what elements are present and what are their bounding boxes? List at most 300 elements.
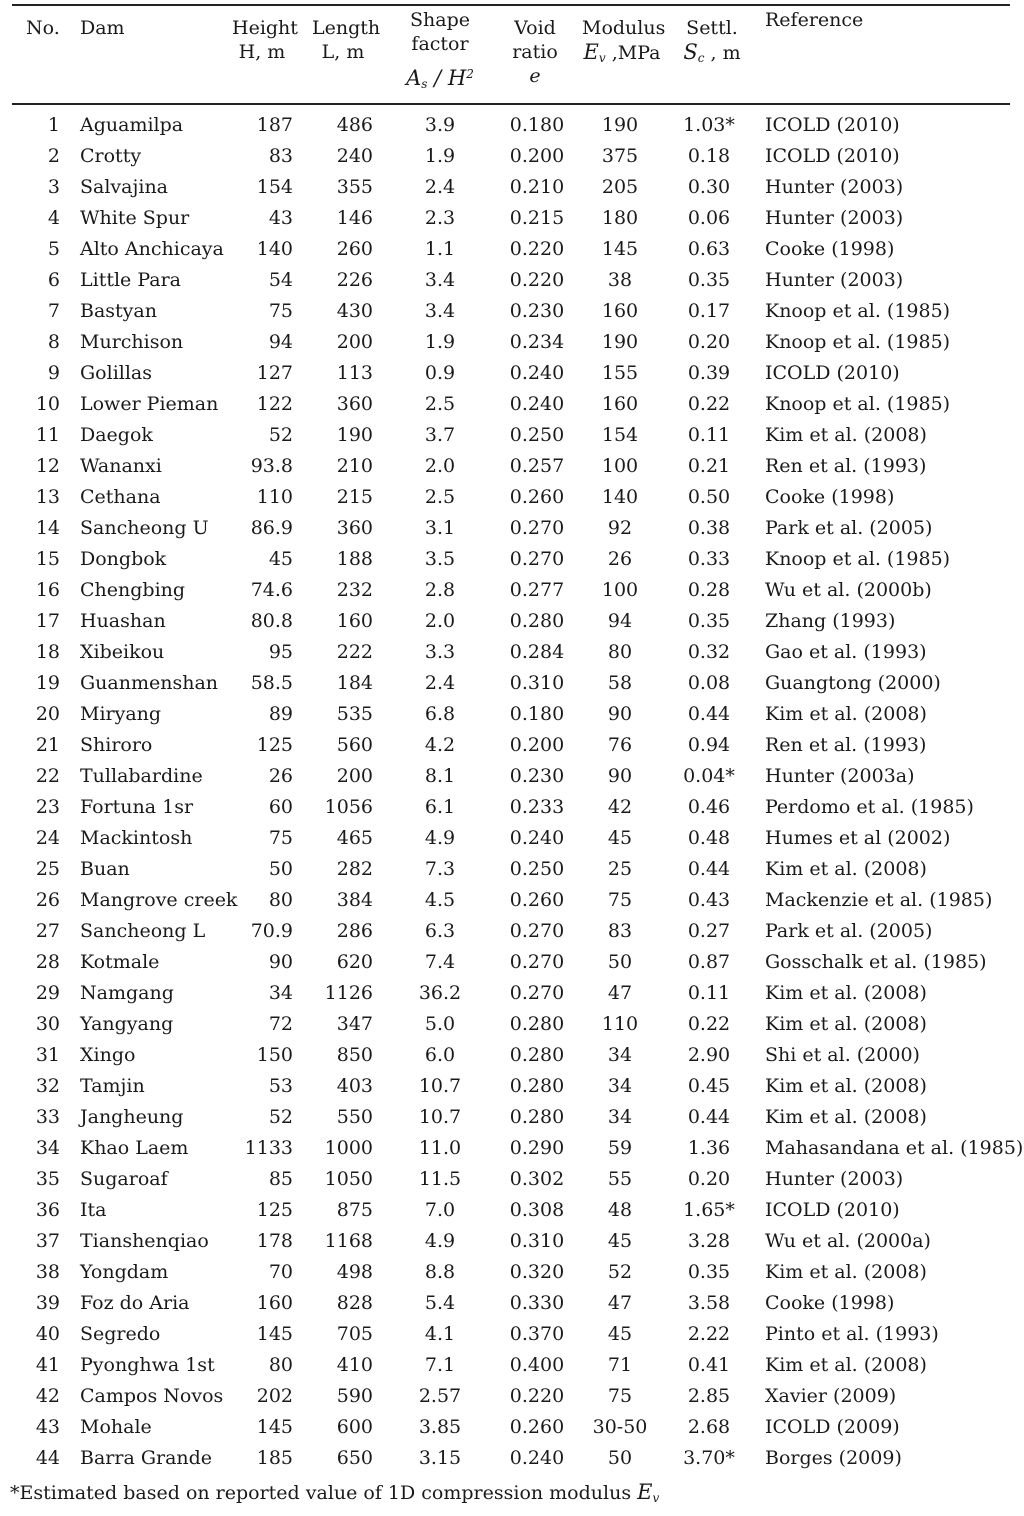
settlement-value: 0.63 (687, 238, 731, 260)
reference-value: Kim et al. (2008) (765, 1013, 927, 1035)
header-bottom-rule (12, 103, 1010, 105)
modulus-value: 50 (607, 1447, 633, 1469)
dam-number: 1 (47, 114, 60, 136)
dam-name: Yongdam (80, 1261, 169, 1283)
height-value: 26 (268, 765, 293, 787)
height-value: 58.5 (250, 672, 293, 694)
height-value: 85 (268, 1168, 293, 1190)
header-reference: Reference (765, 9, 864, 31)
height-value: 43 (268, 207, 293, 229)
dam-name: Xibeikou (80, 641, 165, 663)
dam-name: Sugaroaf (80, 1168, 168, 1190)
modulus-value: 100 (601, 455, 639, 477)
modulus-value: 110 (601, 1013, 639, 1035)
dam-number: 12 (35, 455, 60, 477)
height-value: 89 (268, 703, 293, 725)
void-ratio-value: 0.240 (509, 393, 565, 415)
settlement-value: 0.45 (687, 1075, 731, 1097)
void-ratio-value: 0.270 (509, 548, 565, 570)
shape-factor-value: 3.15 (418, 1447, 462, 1469)
table-row (0, 513, 1024, 544)
dam-name: Chengbing (80, 579, 186, 601)
height-value: 54 (268, 269, 293, 291)
table-row (0, 234, 1024, 265)
shape-factor-value: 2.0 (424, 610, 456, 632)
table-row (0, 265, 1024, 296)
table-row (0, 823, 1024, 854)
height-value: 80 (268, 1354, 293, 1376)
settlement-value: 0.44 (687, 1106, 731, 1128)
void-ratio-value: 0.220 (509, 1385, 565, 1407)
height-value: 52 (268, 1106, 293, 1128)
length-value: 200 (336, 331, 373, 353)
shape-factor-value: 1.9 (424, 145, 456, 167)
dam-number: 27 (35, 920, 60, 942)
dam-number: 21 (35, 734, 60, 756)
dam-number: 41 (35, 1354, 60, 1376)
dam-name: Foz do Aria (80, 1292, 190, 1314)
reference-value: Gosschalk et al. (1985) (765, 951, 987, 973)
dam-number: 11 (35, 424, 60, 446)
length-value: 215 (336, 486, 373, 508)
height-value: 75 (268, 300, 293, 322)
length-value: 355 (336, 176, 373, 198)
reference-value: Humes et al (2002) (765, 827, 951, 849)
void-ratio-value: 0.280 (509, 1013, 565, 1035)
settlement-value: 0.04* (683, 765, 735, 787)
length-value: 498 (336, 1261, 373, 1283)
settlement-value: 3.58 (687, 1292, 731, 1314)
modulus-value: 26 (607, 548, 633, 570)
height-value: 202 (256, 1385, 293, 1407)
void-ratio-value: 0.270 (509, 920, 565, 942)
dam-name: Miryang (80, 703, 162, 725)
length-value: 260 (336, 238, 373, 260)
reference-value: Zhang (1993) (765, 610, 896, 632)
modulus-value: 38 (607, 269, 633, 291)
reference-value: Kim et al. (2008) (765, 1354, 927, 1376)
settlement-value: 3.70* (683, 1447, 735, 1469)
void-ratio-value: 0.200 (509, 734, 565, 756)
reference-value: Wu et al. (2000b) (765, 579, 932, 601)
modulus-value: 34 (607, 1106, 633, 1128)
dam-name: Shiroro (80, 734, 153, 756)
dam-name: Aguamilpa (80, 114, 184, 136)
reference-value: Kim et al. (2008) (765, 424, 927, 446)
table-row (0, 451, 1024, 482)
dam-name: Murchison (80, 331, 184, 353)
height-value: 70.9 (250, 920, 293, 942)
header-modulus-unit: $E_v$ ,MPa (583, 40, 661, 65)
dam-name: Golillas (80, 362, 153, 384)
dam-name: Daegok (80, 424, 153, 446)
length-value: 705 (336, 1323, 373, 1345)
reference-value: ICOLD (2010) (765, 362, 900, 384)
dam-number: 23 (35, 796, 60, 818)
modulus-value: 58 (607, 672, 633, 694)
shape-factor-value: 7.4 (424, 951, 456, 973)
table-row (0, 699, 1024, 730)
shape-factor-value: 8.1 (424, 765, 456, 787)
settlement-value: 1.65* (683, 1199, 735, 1221)
modulus-value: 154 (601, 424, 639, 446)
shape-factor-value: 1.9 (424, 331, 456, 353)
shape-factor-value: 10.7 (418, 1106, 462, 1128)
table-row (0, 141, 1024, 172)
height-value: 125 (256, 734, 293, 756)
length-value: 590 (336, 1385, 373, 1407)
shape-factor-value: 2.5 (424, 486, 456, 508)
dam-name: Wananxi (80, 455, 162, 477)
reference-value: Park et al. (2005) (765, 517, 933, 539)
modulus-value: 30-50 (592, 1416, 648, 1438)
shape-factor-value: 2.4 (424, 176, 456, 198)
modulus-value: 75 (607, 889, 633, 911)
length-value: 828 (336, 1292, 373, 1314)
reference-value: ICOLD (2010) (765, 114, 900, 136)
shape-factor-value: 0.9 (424, 362, 456, 384)
length-value: 1168 (324, 1230, 373, 1252)
void-ratio-value: 0.230 (509, 300, 565, 322)
table-row (0, 110, 1024, 141)
reference-value: Hunter (2003a) (765, 765, 915, 787)
height-value: 154 (256, 176, 293, 198)
table-row (0, 637, 1024, 668)
reference-value: Cooke (1998) (765, 1292, 895, 1314)
void-ratio-value: 0.180 (509, 703, 565, 725)
dam-name: Mohale (80, 1416, 152, 1438)
shape-factor-value: 11.0 (418, 1137, 462, 1159)
dam-name: Khao Laem (80, 1137, 189, 1159)
length-value: 1056 (324, 796, 373, 818)
settlement-value: 0.22 (687, 393, 731, 415)
shape-factor-value: 3.7 (424, 424, 456, 446)
modulus-value: 59 (607, 1137, 633, 1159)
header-settlement-unit: $S_c$ , m (683, 40, 741, 65)
dam-number: 34 (35, 1137, 60, 1159)
length-value: 1126 (324, 982, 373, 1004)
table-row (0, 1226, 1024, 1257)
table-row (0, 575, 1024, 606)
shape-factor-value: 2.4 (424, 672, 456, 694)
dam-name: Bastyan (80, 300, 157, 322)
modulus-value: 45 (607, 1323, 633, 1345)
header-shape-formula: $A_s / H^2$ (406, 66, 474, 91)
modulus-value: 45 (607, 827, 633, 849)
length-value: 347 (336, 1013, 373, 1035)
dam-name: Salvajina (80, 176, 169, 198)
reference-value: Kim et al. (2008) (765, 1106, 927, 1128)
height-value: 45 (268, 548, 293, 570)
height-value: 145 (256, 1416, 293, 1438)
table-row (0, 947, 1024, 978)
header-shape-factor: Shape factor $A_s / H^2$ (405, 8, 475, 96)
table-row (0, 761, 1024, 792)
dam-number: 3 (47, 176, 60, 198)
table-row (0, 1195, 1024, 1226)
dam-name: Crotty (80, 145, 142, 167)
dam-number: 8 (47, 331, 60, 353)
dam-name: Tullabardine (80, 765, 203, 787)
dam-number: 25 (35, 858, 60, 880)
modulus-value: 83 (607, 920, 633, 942)
modulus-value: 55 (607, 1168, 633, 1190)
shape-factor-value: 3.85 (418, 1416, 462, 1438)
dam-number: 13 (35, 486, 60, 508)
reference-value: Cooke (1998) (765, 238, 895, 260)
shape-factor-value: 11.5 (418, 1168, 462, 1190)
dam-number: 14 (35, 517, 60, 539)
void-ratio-value: 0.302 (509, 1168, 565, 1190)
modulus-value: 94 (607, 610, 633, 632)
height-value: 74.6 (250, 579, 293, 601)
modulus-value: 47 (607, 982, 633, 1004)
height-value: 185 (256, 1447, 293, 1469)
reference-value: Hunter (2003) (765, 207, 904, 229)
settlement-value: 2.22 (687, 1323, 731, 1345)
length-value: 200 (336, 765, 373, 787)
modulus-value: 80 (607, 641, 633, 663)
reference-value: ICOLD (2010) (765, 1199, 900, 1221)
dam-name: Lower Pieman (80, 393, 219, 415)
length-value: 650 (336, 1447, 373, 1469)
dam-name: Dongbok (80, 548, 167, 570)
shape-factor-value: 6.8 (424, 703, 456, 725)
modulus-value: 155 (601, 362, 639, 384)
reference-value: Cooke (1998) (765, 486, 895, 508)
footnote: *Estimated based on reported value of 1D compression modulus $E_v$ (10, 1480, 660, 1505)
height-value: 93.8 (250, 455, 293, 477)
settlement-value: 0.11 (687, 982, 731, 1004)
reference-value: Park et al. (2005) (765, 920, 933, 942)
settlement-value: 2.68 (687, 1416, 731, 1438)
shape-factor-value: 6.0 (424, 1044, 456, 1066)
height-value: 50 (268, 858, 293, 880)
void-ratio-value: 0.220 (509, 269, 565, 291)
settlement-value: 0.28 (687, 579, 731, 601)
length-value: 286 (336, 920, 373, 942)
dam-name: Fortuna 1sr (80, 796, 194, 818)
height-value: 90 (268, 951, 293, 973)
void-ratio-value: 0.240 (509, 362, 565, 384)
table-row (0, 327, 1024, 358)
modulus-value: 92 (607, 517, 633, 539)
length-value: 535 (336, 703, 373, 725)
table-row (0, 1350, 1024, 1381)
shape-factor-value: 3.1 (424, 517, 456, 539)
height-value: 127 (256, 362, 293, 384)
dam-number: 28 (35, 951, 60, 973)
void-ratio-value: 0.250 (509, 858, 565, 880)
void-ratio-value: 0.280 (509, 1075, 565, 1097)
settlement-value: 0.87 (687, 951, 731, 973)
height-value: 52 (268, 424, 293, 446)
length-value: 360 (336, 393, 373, 415)
table-row (0, 420, 1024, 451)
table-row (0, 730, 1024, 761)
settlement-value: 0.94 (687, 734, 731, 756)
length-value: 184 (336, 672, 373, 694)
shape-factor-value: 3.5 (424, 548, 456, 570)
length-value: 113 (336, 362, 373, 384)
void-ratio-value: 0.240 (509, 1447, 565, 1469)
shape-factor-value: 7.1 (424, 1354, 456, 1376)
shape-factor-value: 3.9 (424, 114, 456, 136)
dam-number: 17 (35, 610, 60, 632)
dam-name: Tamjin (80, 1075, 145, 1097)
shape-factor-value: 8.8 (424, 1261, 456, 1283)
shape-factor-value: 2.3 (424, 207, 456, 229)
length-value: 240 (336, 145, 373, 167)
void-ratio-value: 0.215 (509, 207, 565, 229)
height-value: 145 (256, 1323, 293, 1345)
header-dam: Dam (80, 17, 125, 39)
dam-name: Mackintosh (80, 827, 193, 849)
reference-value: Mackenzie et al. (1985) (765, 889, 993, 911)
settlement-value: 0.39 (687, 362, 731, 384)
settlement-value: 0.18 (687, 145, 731, 167)
reference-value: Mahasandana et al. (1985) (765, 1137, 1024, 1159)
void-ratio-value: 0.290 (509, 1137, 565, 1159)
dam-name: Segredo (80, 1323, 161, 1345)
length-value: 620 (336, 951, 373, 973)
void-ratio-value: 0.270 (509, 982, 565, 1004)
modulus-value: 205 (601, 176, 639, 198)
settlement-value: 0.20 (687, 1168, 731, 1190)
settlement-value: 0.50 (687, 486, 731, 508)
table-row (0, 544, 1024, 575)
table-row (0, 1009, 1024, 1040)
modulus-value: 90 (607, 703, 633, 725)
void-ratio-value: 0.180 (509, 114, 565, 136)
reference-value: ICOLD (2009) (765, 1416, 900, 1438)
reference-value: Hunter (2003) (765, 1168, 904, 1190)
void-ratio-value: 0.220 (509, 238, 565, 260)
void-ratio-value: 0.260 (509, 486, 565, 508)
dam-name: Barra Grande (80, 1447, 213, 1469)
settlement-value: 0.20 (687, 331, 731, 353)
settlement-value: 0.43 (687, 889, 731, 911)
table-row (0, 1102, 1024, 1133)
dam-number: 19 (35, 672, 60, 694)
dam-name: Buan (80, 858, 130, 880)
reference-value: Hunter (2003) (765, 269, 904, 291)
shape-factor-value: 4.2 (424, 734, 456, 756)
modulus-value: 42 (607, 796, 633, 818)
table-row (0, 482, 1024, 513)
reference-value: Gao et al. (1993) (765, 641, 927, 663)
length-value: 600 (336, 1416, 373, 1438)
void-ratio-value: 0.257 (509, 455, 565, 477)
length-value: 1050 (324, 1168, 373, 1190)
dam-number: 44 (35, 1447, 60, 1469)
settlement-value: 0.21 (687, 455, 731, 477)
settlement-value: 0.30 (687, 176, 731, 198)
dam-name: White Spur (80, 207, 190, 229)
reference-value: Wu et al. (2000a) (765, 1230, 931, 1252)
height-value: 75 (268, 827, 293, 849)
height-value: 72 (268, 1013, 293, 1035)
header-settlement: Settl. $S_c$ , m (680, 16, 744, 70)
reference-value: Knoop et al. (1985) (765, 331, 951, 353)
void-ratio-value: 0.200 (509, 145, 565, 167)
void-ratio-value: 0.284 (509, 641, 565, 663)
height-value: 34 (268, 982, 293, 1004)
modulus-value: 50 (607, 951, 633, 973)
table-row (0, 1443, 1024, 1474)
table-row (0, 1381, 1024, 1412)
length-value: 465 (336, 827, 373, 849)
void-ratio-value: 0.260 (509, 889, 565, 911)
modulus-value: 90 (607, 765, 633, 787)
shape-factor-value: 2.8 (424, 579, 456, 601)
void-ratio-value: 0.310 (509, 1230, 565, 1252)
dam-name: Yangyang (80, 1013, 174, 1035)
dam-number: 38 (35, 1261, 60, 1283)
length-value: 850 (336, 1044, 373, 1066)
reference-value: Kim et al. (2008) (765, 1261, 927, 1283)
dam-name: Guanmenshan (80, 672, 219, 694)
modulus-value: 160 (601, 300, 639, 322)
height-value: 178 (256, 1230, 293, 1252)
dam-number: 40 (35, 1323, 60, 1345)
shape-factor-value: 6.1 (424, 796, 456, 818)
void-ratio-value: 0.210 (509, 176, 565, 198)
modulus-value: 160 (601, 393, 639, 415)
length-value: 146 (336, 207, 373, 229)
shape-factor-value: 5.4 (424, 1292, 456, 1314)
dam-number: 5 (47, 238, 60, 260)
modulus-value: 25 (607, 858, 633, 880)
modulus-value: 145 (601, 238, 639, 260)
height-value: 80.8 (250, 610, 293, 632)
modulus-value: 71 (607, 1354, 633, 1376)
settlement-value: 0.11 (687, 424, 731, 446)
dam-number: 9 (47, 362, 60, 384)
void-ratio-value: 0.233 (509, 796, 565, 818)
length-value: 410 (336, 1354, 373, 1376)
modulus-value: 45 (607, 1230, 633, 1252)
dam-number: 35 (35, 1168, 60, 1190)
settlement-value: 1.03* (683, 114, 735, 136)
void-ratio-value: 0.310 (509, 672, 565, 694)
modulus-value: 140 (601, 486, 639, 508)
void-ratio-value: 0.308 (509, 1199, 565, 1221)
reference-value: Ren et al. (1993) (765, 455, 927, 477)
length-value: 190 (336, 424, 373, 446)
reference-value: Kim et al. (2008) (765, 1075, 927, 1097)
length-value: 188 (336, 548, 373, 570)
void-ratio-value: 0.234 (509, 331, 565, 353)
dam-number: 7 (47, 300, 60, 322)
dam-number: 24 (35, 827, 60, 849)
height-value: 160 (256, 1292, 293, 1314)
reference-value: Ren et al. (1993) (765, 734, 927, 756)
height-value: 110 (256, 486, 293, 508)
modulus-value: 34 (607, 1075, 633, 1097)
shape-factor-value: 3.4 (424, 300, 456, 322)
dam-number: 43 (35, 1416, 60, 1438)
shape-factor-value: 3.4 (424, 269, 456, 291)
dam-name: Pyonghwa 1st (80, 1354, 215, 1376)
settlement-value: 2.85 (687, 1385, 731, 1407)
dam-name: Cethana (80, 486, 161, 508)
modulus-value: 375 (601, 145, 639, 167)
settlement-value: 0.44 (687, 703, 731, 725)
settlement-value: 1.36 (687, 1137, 731, 1159)
dam-number: 15 (35, 548, 60, 570)
shape-factor-value: 4.9 (424, 827, 456, 849)
